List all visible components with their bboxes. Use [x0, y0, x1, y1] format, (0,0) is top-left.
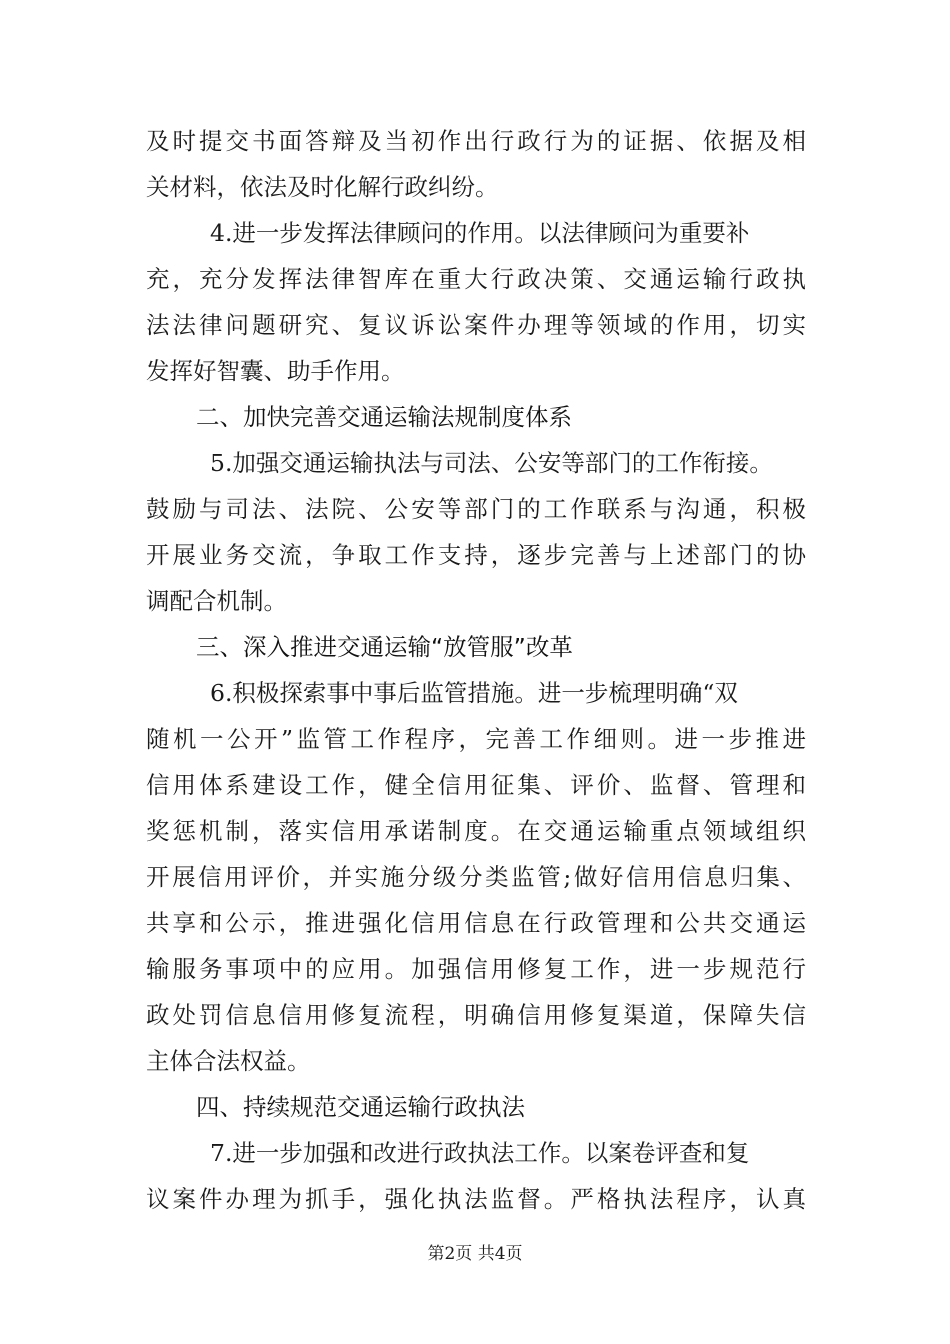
- paragraph-line: 随机一公开”监管工作程序，完善工作细则。进一步推进: [146, 725, 806, 753]
- paragraph-line: 奖惩机制，落实信用承诺制度。在交通运输重点领域组织: [146, 817, 806, 845]
- paragraph-line: 开展业务交流，争取工作支持，逐步完善与上述部门的协: [146, 541, 806, 569]
- paragraph-line: 政处罚信息信用修复流程，明确信用修复渠道，保障失信: [146, 1001, 806, 1029]
- paragraph-line: 及时提交书面答辩及当初作出行政行为的证据、依据及相: [146, 127, 806, 155]
- paragraph-first-line: 7.进一步加强和改进行政执法工作。以案卷评查和复: [210, 1139, 750, 1167]
- paragraph-line: 鼓励与司法、法院、公安等部门的工作联系与沟通，积极: [146, 495, 806, 523]
- paragraph-last-line: 调配合机制。: [146, 587, 287, 615]
- paragraph-line: 共享和公示，推进强化信用信息在行政管理和公共交通运: [146, 909, 806, 937]
- paragraph-first-line: 4.进一步发挥法律顾问的作用。以法律顾问为重要补: [210, 219, 750, 247]
- paragraph-line: 信用体系建设工作，健全信用征集、评价、监督、管理和: [146, 771, 806, 799]
- paragraph-line: 输服务事项中的应用。加强信用修复工作，进一步规范行: [146, 955, 806, 983]
- paragraph-last-line: 关材料，依法及时化解行政纠纷。: [146, 173, 499, 201]
- section-heading: 四、持续规范交通运输行政执法: [196, 1093, 525, 1121]
- paragraph-line: 议案件办理为抓手，强化执法监督。严格执法程序，认真: [146, 1185, 806, 1213]
- document-body: [146, 118, 806, 1222]
- section-heading: 二、加快完善交通运输法规制度体系: [196, 403, 572, 431]
- paragraph-last-line: 发挥好智囊、助手作用。: [146, 357, 405, 385]
- paragraph-line: 充，充分发挥法律智库在重大行政决策、交通运输行政执: [146, 265, 806, 293]
- paragraph-last-line: 主体合法权益。: [146, 1047, 311, 1075]
- section-heading: 三、深入推进交通运输“放管服”改革: [196, 633, 573, 661]
- paragraph-first-line: 5.加强交通运输执法与司法、公安等部门的工作衔接。: [210, 449, 773, 477]
- paragraph-line: 法法律问题研究、复议诉讼案件办理等领域的作用，切实: [146, 311, 806, 339]
- paragraph-line: 开展信用评价，并实施分级分类监管;做好信用信息归集、: [146, 863, 806, 891]
- paragraph-first-line: 6.积极探索事中事后监管措施。进一步梳理明确“双: [210, 679, 738, 707]
- page-footer: 第2页 共4页: [427, 1244, 523, 1264]
